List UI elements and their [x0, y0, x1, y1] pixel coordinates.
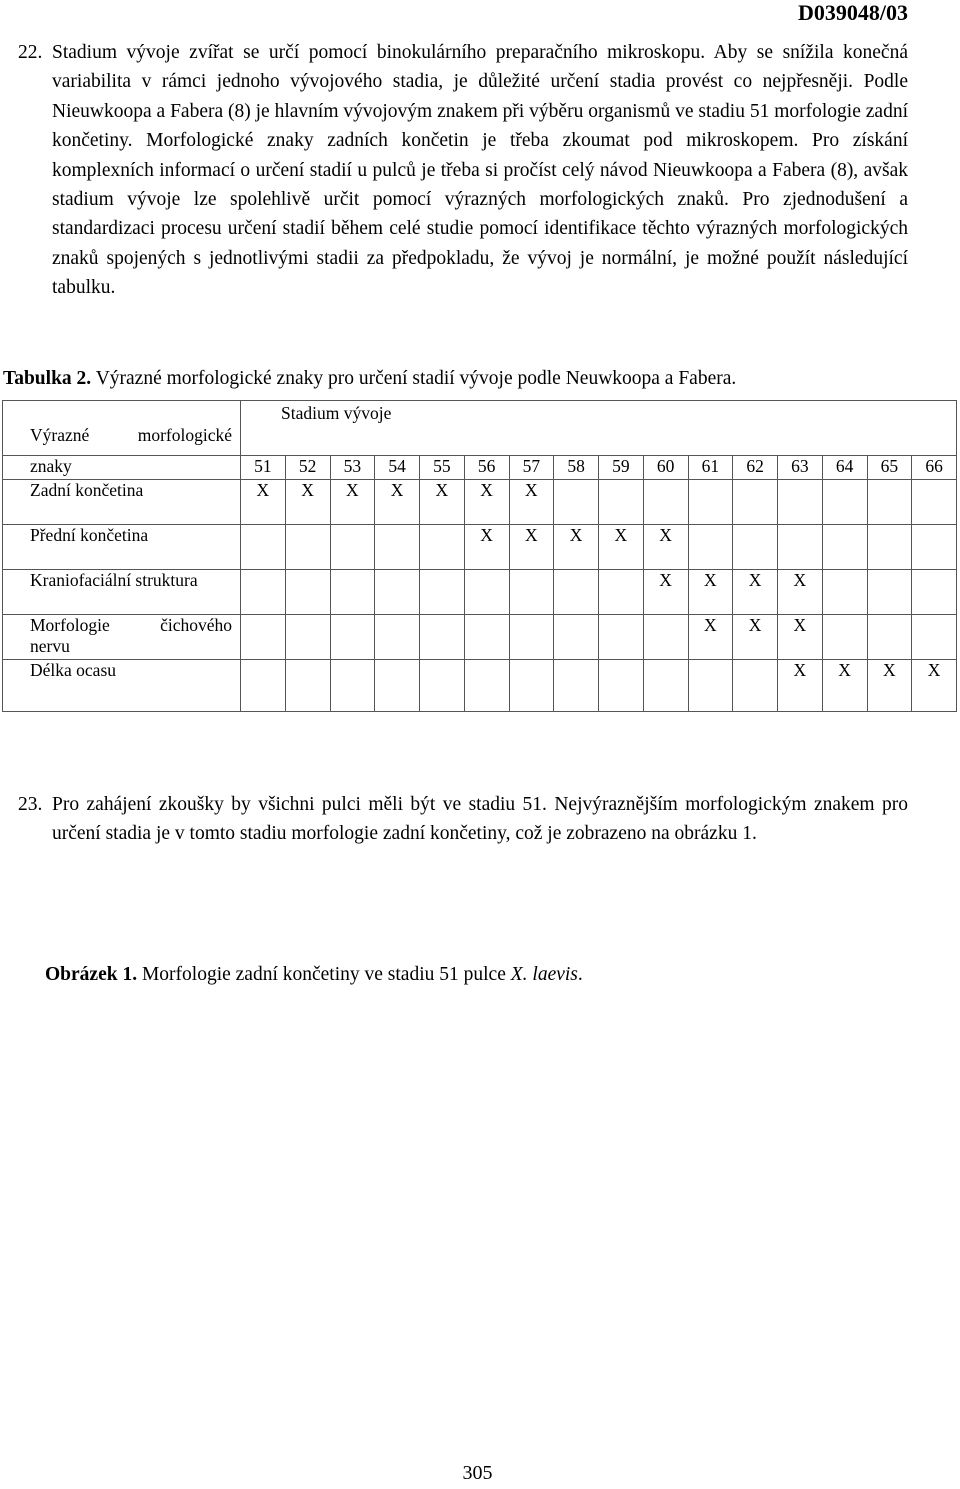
- stage-mark-cell: [241, 525, 286, 570]
- stage-mark-cell: [509, 660, 554, 712]
- table-row: [3, 660, 957, 712]
- stage-mark-cell: X: [330, 480, 375, 525]
- stage-mark-cell: X: [643, 525, 688, 570]
- stage-mark-cell: [285, 525, 330, 570]
- stage-mark-cell: X: [599, 525, 644, 570]
- stage-mark-cell: X: [778, 660, 823, 712]
- stage-mark-cell: X: [733, 570, 778, 615]
- row-label: Přední končetina: [3, 525, 241, 570]
- stage-mark-cell: [688, 480, 733, 525]
- header-label-cell: [3, 401, 241, 456]
- stage-mark-cell: [285, 660, 330, 712]
- stage-number-cell: 61: [688, 456, 733, 480]
- stage-mark-cell: [330, 525, 375, 570]
- stage-mark-cell: [375, 525, 420, 570]
- stage-mark-cell: X: [464, 480, 509, 525]
- stage-mark-cell: X: [554, 525, 599, 570]
- page-number: 305: [462, 1462, 493, 1484]
- stage-mark-cell: X: [778, 615, 823, 660]
- stage-number-cell: 53: [330, 456, 375, 480]
- stage-mark-cell: X: [867, 660, 912, 712]
- stage-mark-cell: X: [420, 480, 465, 525]
- header-word-3-cell: [3, 456, 241, 480]
- stage-mark-cell: [420, 660, 465, 712]
- stage-mark-cell: [599, 570, 644, 615]
- stage-mark-cell: [778, 525, 823, 570]
- stage-mark-cell: [420, 570, 465, 615]
- stage-mark-cell: X: [822, 660, 867, 712]
- stage-number-cell: 52: [285, 456, 330, 480]
- table-caption-label: Tabulka 2.: [3, 368, 92, 389]
- stage-mark-cell: [822, 525, 867, 570]
- stage-mark-cell: [375, 615, 420, 660]
- row-label-part-2: čichového: [160, 615, 232, 635]
- stage-mark-cell: [375, 660, 420, 712]
- stage-mark-cell: [554, 615, 599, 660]
- stage-mark-cell: [688, 660, 733, 712]
- stage-number-cell: 57: [509, 456, 554, 480]
- stage-mark-cell: [867, 525, 912, 570]
- row-label: [3, 615, 241, 660]
- header-word-1: Výrazné: [30, 425, 90, 445]
- stage-number-cell: 51: [241, 456, 286, 480]
- stage-mark-cell: [822, 480, 867, 525]
- stage-mark-cell: [464, 615, 509, 660]
- stage-mark-cell: [643, 660, 688, 712]
- stage-mark-cell: X: [375, 480, 420, 525]
- stage-mark-cell: [733, 525, 778, 570]
- stage-mark-cell: X: [285, 480, 330, 525]
- stage-number-cell: 66: [912, 456, 957, 480]
- row-label: Zadní končetina: [3, 480, 241, 525]
- stage-number-cell: 58: [554, 456, 599, 480]
- stage-mark-cell: [822, 570, 867, 615]
- header-word-3: znaky: [30, 456, 72, 476]
- row-label-part-1: Morfologie: [30, 615, 110, 635]
- table-row: [3, 570, 957, 615]
- table-row: [3, 480, 957, 525]
- paragraph-text: Stadium vývoje zvířat se určí pomocí binokulárního preparačního mikroskopu. Aby se snížila konečná variabilita v rámci jednoho vývojového stadia, je důležité určení stadia provést co nejpřesněji. Podle Nieuwkoopa a Fabera (8) je hlavním vývojovým znakem při výběru organismů ve stadiu 51 morfologie zadní končetiny. Morfologické znaky zadních končetin je třeba zkoumat pod mikroskopem. Pro získání komplexních informací o určení stadií u pulců je třeba si pročíst celý návod Nieuwkoopa a Fabera (8), avšak stadium vývoje lze spolehlivě určit pomocí výrazných morfologických znaků. Pro zjednodušení a standardizaci procesu určení stadií během celé studie pomocí identifikace těchto výrazných morfologických znaků spojených s jednotlivými stadii za předpokladu, že vývoj je normální, je možné použít následující tabulku.: [52, 42, 908, 299]
- stage-mark-cell: [241, 570, 286, 615]
- header-word-2: morfologické: [137, 425, 232, 445]
- stage-mark-cell: X: [643, 570, 688, 615]
- stage-number-cell: 60: [643, 456, 688, 480]
- stage-mark-cell: [464, 570, 509, 615]
- figure-caption-text: Morfologie zadní končetiny ve stadiu 51 pulce: [137, 964, 511, 985]
- figure-caption-end: .: [577, 964, 583, 985]
- stage-mark-cell: [599, 480, 644, 525]
- stage-mark-cell: [330, 570, 375, 615]
- stage-mark-cell: [912, 480, 957, 525]
- figure-caption-species: X. laevis: [510, 964, 578, 985]
- stage-mark-cell: [330, 660, 375, 712]
- stage-mark-cell: [912, 570, 957, 615]
- stage-mark-cell: [554, 570, 599, 615]
- stage-title: Stadium vývoje: [281, 403, 392, 423]
- stage-mark-cell: [509, 615, 554, 660]
- stage-mark-cell: [867, 570, 912, 615]
- stage-mark-cell: [554, 660, 599, 712]
- stage-mark-cell: [554, 480, 599, 525]
- figure-caption: [45, 962, 583, 988]
- stage-number-cell: 64: [822, 456, 867, 480]
- stage-mark-cell: [599, 660, 644, 712]
- paragraph-number: 22.: [18, 42, 43, 63]
- row-label: Kraniofaciální struktura: [3, 570, 241, 615]
- row-label: Délka ocasu: [3, 660, 241, 712]
- stage-number-cell: 54: [375, 456, 420, 480]
- stage-mark-cell: X: [733, 615, 778, 660]
- stage-title-cell: [241, 401, 957, 456]
- stage-mark-cell: [733, 480, 778, 525]
- stage-mark-cell: [867, 480, 912, 525]
- stage-number-cell: 59: [599, 456, 644, 480]
- stage-mark-cell: X: [241, 480, 286, 525]
- stage-mark-cell: X: [688, 615, 733, 660]
- stage-mark-cell: [778, 480, 823, 525]
- stage-mark-cell: [643, 480, 688, 525]
- paragraph-text: Pro zahájení zkoušky by všichni pulci měli být ve stadiu 51. Nejvýraznějším morfologickým znakem pro určení stadia je v tomto stadiu morfologie zadní končetiny, což je zobrazeno na obrázku 1.: [52, 794, 908, 845]
- stage-mark-cell: [688, 525, 733, 570]
- stage-mark-cell: X: [509, 480, 554, 525]
- stage-mark-cell: X: [778, 570, 823, 615]
- stage-mark-cell: X: [509, 525, 554, 570]
- table-row: [3, 615, 957, 660]
- stage-number-cell: 56: [464, 456, 509, 480]
- stage-mark-cell: [867, 615, 912, 660]
- paragraph-22: [18, 38, 908, 303]
- stage-mark-cell: [912, 525, 957, 570]
- stage-mark-cell: [285, 570, 330, 615]
- stage-number-cell: 62: [733, 456, 778, 480]
- stage-mark-cell: [464, 660, 509, 712]
- stage-mark-cell: [822, 615, 867, 660]
- stage-mark-cell: [912, 615, 957, 660]
- stage-mark-cell: X: [912, 660, 957, 712]
- paragraph-number: 23.: [18, 794, 43, 815]
- stage-mark-cell: [241, 660, 286, 712]
- stage-mark-cell: [733, 660, 778, 712]
- stage-mark-cell: [509, 570, 554, 615]
- stage-mark-cell: [375, 570, 420, 615]
- stage-mark-cell: X: [688, 570, 733, 615]
- stage-mark-cell: [285, 615, 330, 660]
- document-id: D039048/03: [798, 0, 908, 25]
- table-caption: [3, 366, 736, 392]
- stage-mark-cell: [643, 615, 688, 660]
- stage-table: [2, 400, 957, 712]
- figure-caption-label: Obrázek 1.: [45, 964, 138, 985]
- stage-mark-cell: [330, 615, 375, 660]
- stage-mark-cell: [420, 615, 465, 660]
- table-row: [3, 525, 957, 570]
- stage-number-cell: 63: [778, 456, 823, 480]
- stage-mark-cell: [241, 615, 286, 660]
- table-caption-text: Výrazné morfologické znaky pro určení stadií vývoje podle Neuwkoopa a Fabera.: [91, 368, 737, 389]
- stage-mark-cell: [420, 525, 465, 570]
- stage-number-cell: 55: [420, 456, 465, 480]
- stage-mark-cell: [599, 615, 644, 660]
- row-label-part-3: nervu: [30, 636, 70, 656]
- stage-number-cell: 65: [867, 456, 912, 480]
- paragraph-23: [18, 790, 908, 849]
- stage-mark-cell: X: [464, 525, 509, 570]
